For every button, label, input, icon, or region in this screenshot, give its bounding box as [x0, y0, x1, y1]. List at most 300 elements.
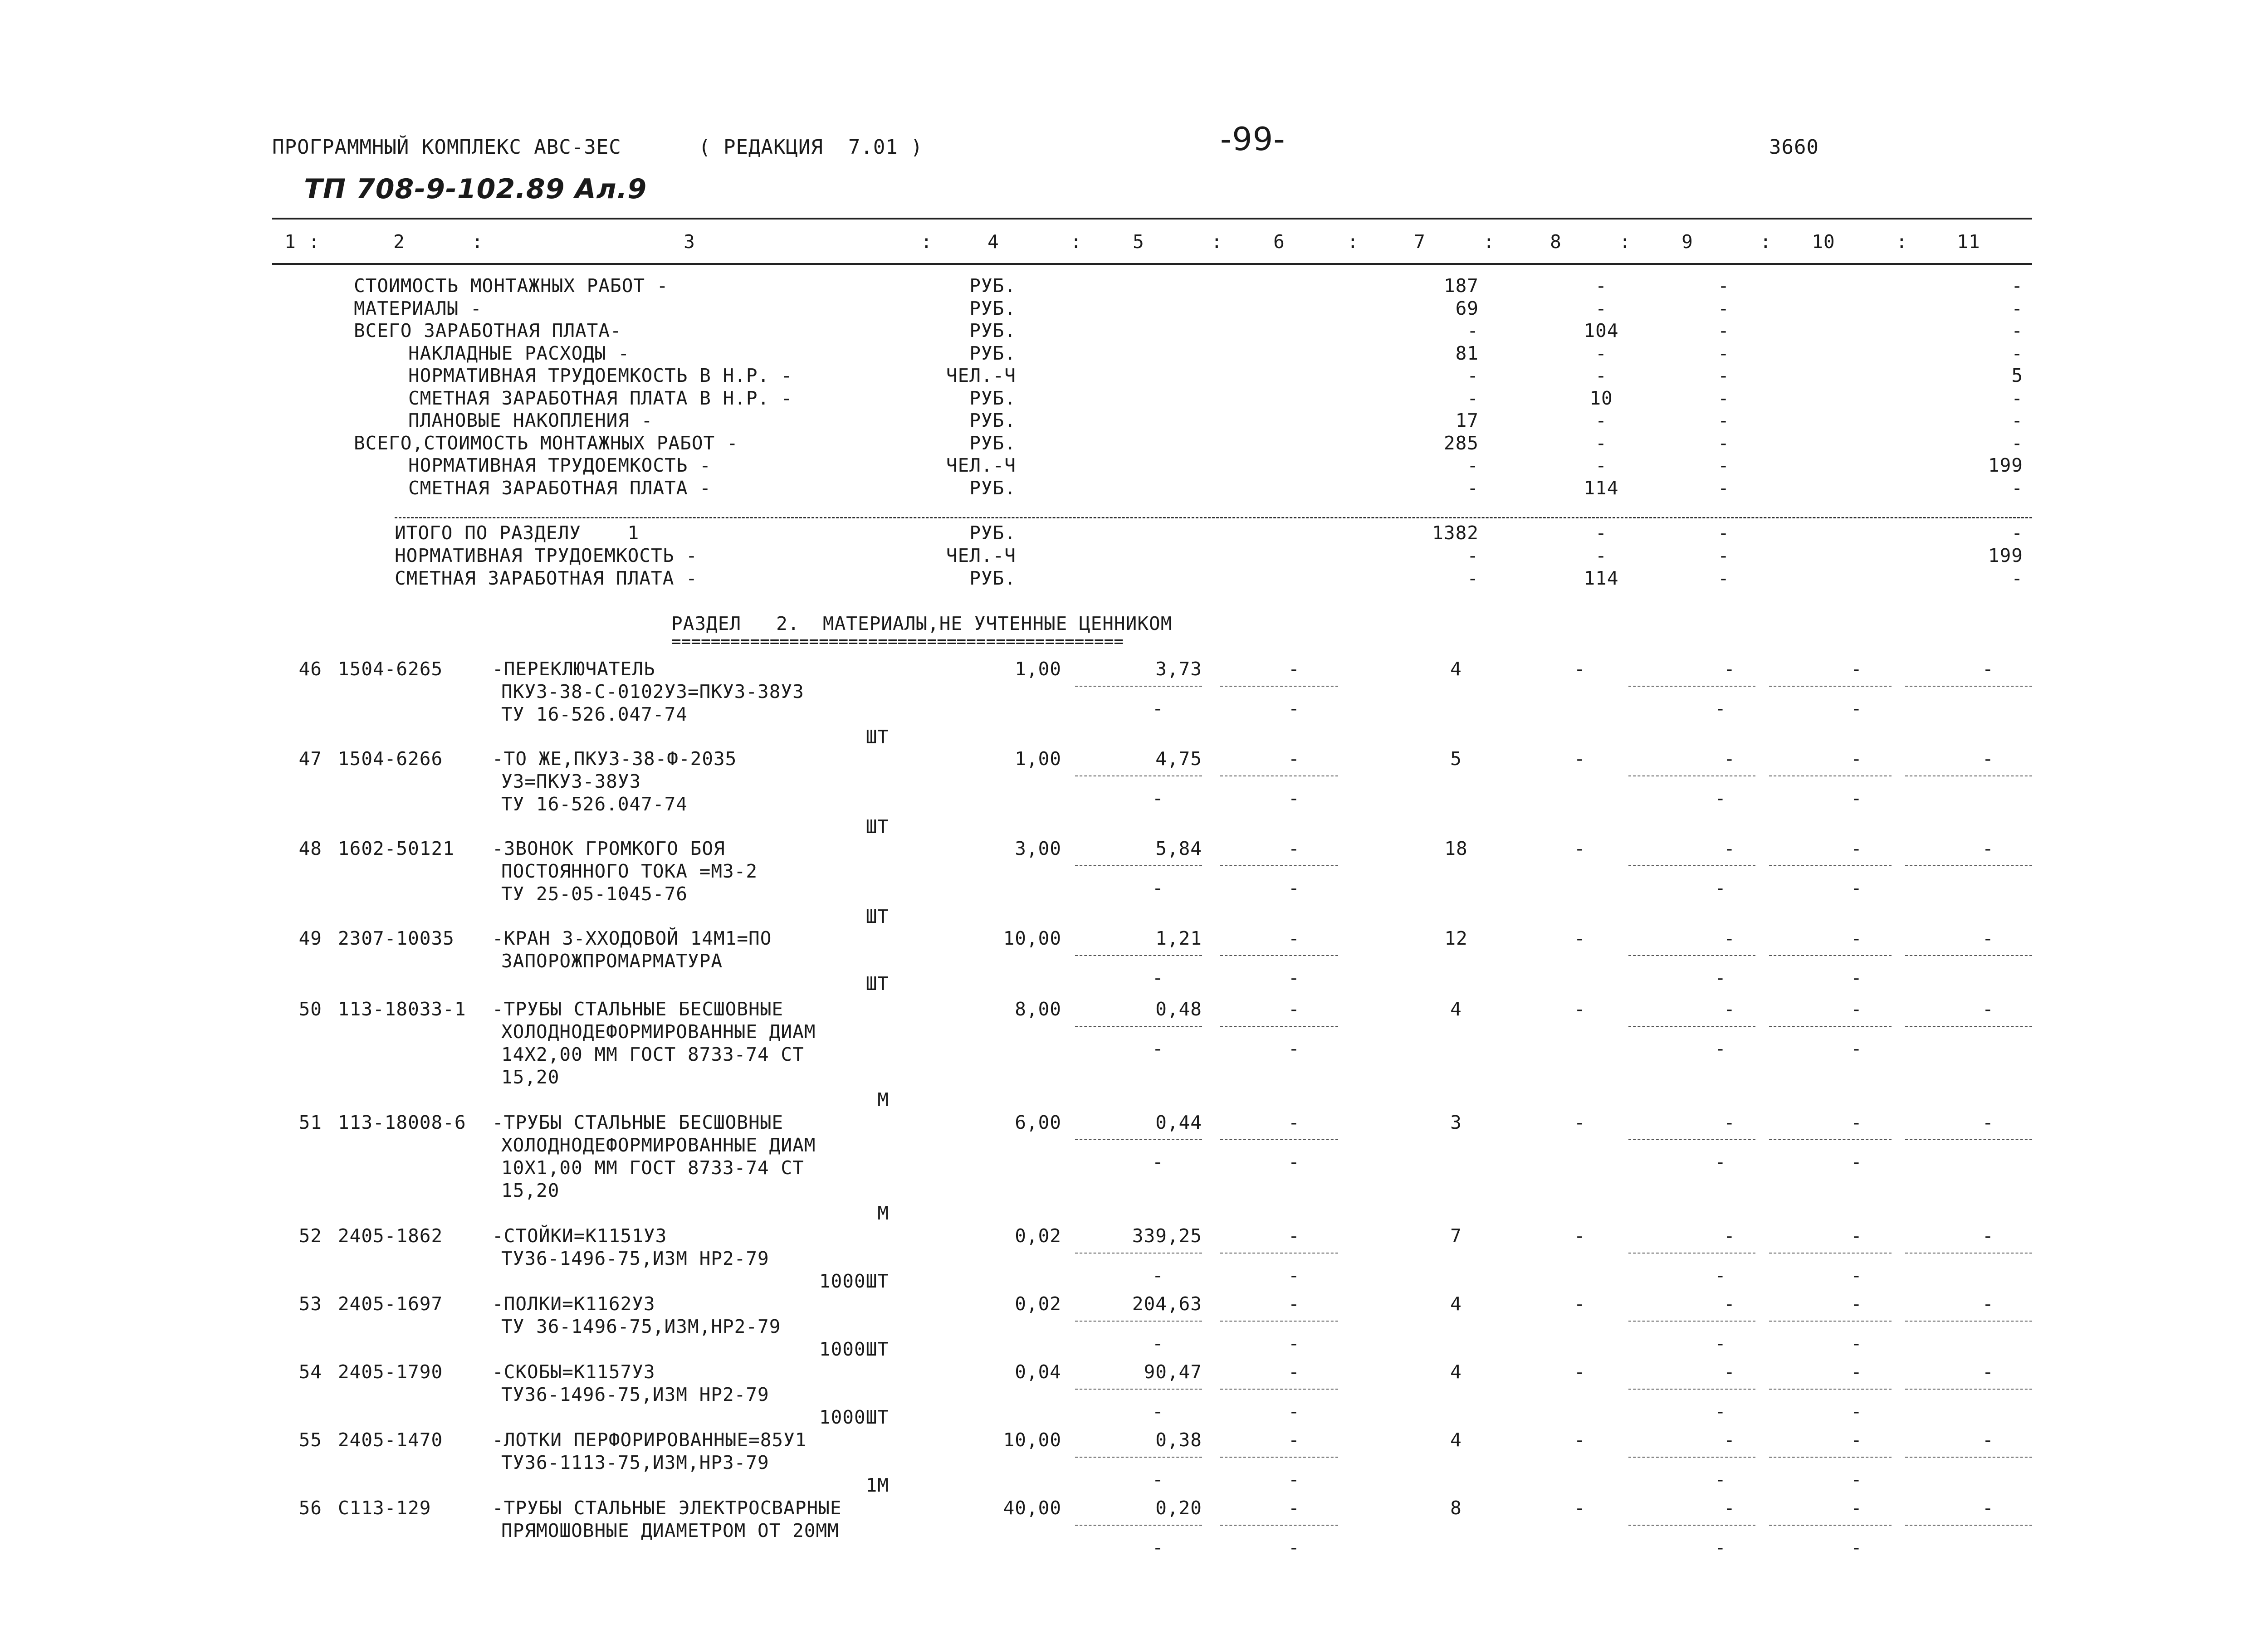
summary-col-8: - — [1595, 365, 1607, 386]
col11-underline — [1905, 1457, 2032, 1458]
column-separator: : — [1896, 231, 1908, 253]
item-number: 48 — [298, 838, 322, 859]
price-underline — [1075, 1457, 1202, 1458]
item-number: 54 — [298, 1361, 322, 1383]
empty-cell-mark: - — [1851, 1468, 1862, 1490]
col10-underline — [1769, 686, 1892, 687]
column-number: 7 — [1414, 231, 1426, 253]
empty-cell-mark: - — [1574, 1429, 1586, 1451]
summary-col-9: - — [1718, 545, 1730, 566]
col11-underline — [1905, 1253, 2032, 1254]
empty-cell-mark: - — [1851, 1038, 1862, 1059]
empty-cell-mark: - — [1574, 927, 1586, 949]
summary-col-9: - — [1718, 297, 1730, 319]
summary-col-9: - — [1718, 432, 1730, 454]
column-number: 2 — [393, 231, 405, 253]
empty-cell-mark: - — [1851, 877, 1862, 899]
empty-cell-mark: - — [1288, 1332, 1300, 1354]
column-number: 1 — [284, 231, 296, 253]
summary-col-8: 114 — [1584, 567, 1619, 589]
empty-cell-mark: - — [1288, 1038, 1300, 1059]
column-separator: : — [1619, 231, 1631, 253]
empty-cell-mark: - — [1851, 1112, 1862, 1133]
column-number: 10 — [1812, 231, 1835, 253]
item-code: 113-18033-1 — [338, 998, 466, 1020]
item-unit: 1000ШТ — [819, 1338, 889, 1360]
summary-col-8: - — [1595, 432, 1607, 454]
empty-cell-mark: - — [1715, 1332, 1726, 1354]
item-col-7: 4 — [1450, 1293, 1462, 1315]
item-number: 47 — [298, 748, 322, 770]
item-description: -КРАН 3-ХХОДОВОЙ 14М1=ПО — [492, 927, 772, 949]
empty-cell-mark: - — [1851, 1429, 1862, 1451]
item-description: -СКОБЫ=К1157У3 — [492, 1361, 655, 1383]
empty-cell-mark: - — [1982, 1293, 1994, 1315]
summary-unit: РУБ. — [969, 432, 1016, 454]
item-quantity: 0,02 — [1015, 1225, 1061, 1247]
item-description: -ТРУБЫ СТАЛЬНЫЕ БЕСШОВНЫЕ — [492, 998, 784, 1020]
col9-underline — [1628, 1389, 1755, 1390]
empty-cell-mark: - — [1574, 998, 1586, 1020]
item-description: ХОЛОДНОДЕФОРМИРОВАННЫЕ ДИАМ — [501, 1021, 816, 1043]
item-description: -ТРУБЫ СТАЛЬНЫЕ ЭЛЕКТРОСВАРНЫЕ — [492, 1497, 842, 1519]
summary-col-11: - — [2011, 432, 2023, 454]
column-separator: : — [472, 231, 484, 253]
col11-underline — [1905, 1525, 2032, 1526]
item-code: С113-129 — [338, 1497, 431, 1519]
item-description: 15,20 — [501, 1066, 560, 1088]
item-col-7: 5 — [1450, 748, 1462, 770]
price-underline — [1075, 955, 1202, 956]
section-title: РАЗДЕЛ 2. МАТЕРИАЛЫ,НЕ УЧТЕННЫЕ ЦЕННИКОМ — [671, 613, 1173, 634]
empty-cell-mark: - — [1724, 1112, 1735, 1133]
col10-underline — [1769, 1389, 1892, 1390]
col6-underline — [1220, 1389, 1338, 1390]
col9-underline — [1628, 955, 1755, 956]
item-price: 5,84 — [1155, 838, 1202, 859]
item-description: -ПОЛКИ=К1162У3 — [492, 1293, 655, 1315]
summary-label: НОРМАТИВНАЯ ТРУДОЕМКОСТЬ - — [395, 545, 698, 566]
column-number: 11 — [1957, 231, 1980, 253]
col10-underline — [1769, 1321, 1892, 1322]
summary-col-7: - — [1467, 387, 1479, 409]
item-code: 2405-1862 — [338, 1225, 443, 1247]
item-quantity: 6,00 — [1015, 1112, 1061, 1133]
item-code: 113-18008-6 — [338, 1112, 466, 1133]
summary-col-11: - — [2011, 320, 2023, 341]
summary-col-11: 199 — [1988, 454, 2023, 476]
summary-label: СМЕТНАЯ ЗАРАБОТНАЯ ПЛАТА - — [408, 477, 711, 499]
empty-cell-mark: - — [1851, 1497, 1862, 1519]
item-unit: 1000ШТ — [819, 1270, 889, 1292]
item-code: 2405-1697 — [338, 1293, 443, 1315]
summary-col-9: - — [1718, 387, 1730, 409]
column-number: 3 — [684, 231, 695, 253]
item-unit: М — [877, 1202, 889, 1224]
col9-underline — [1628, 1321, 1755, 1322]
summary-col-7: - — [1467, 477, 1479, 499]
empty-cell-mark: - — [1152, 1038, 1164, 1059]
summary-col-11: 199 — [1988, 545, 2023, 566]
item-code: 2307-10035 — [338, 927, 455, 949]
column-number: 9 — [1681, 231, 1693, 253]
summary-label: СМЕТНАЯ ЗАРАБОТНАЯ ПЛАТА - — [395, 567, 698, 589]
empty-cell-mark: - — [1715, 1536, 1726, 1558]
handwritten-reference: ТП 708-9-102.89 Ал.9 — [304, 173, 647, 205]
summary-col-11: 5 — [2011, 365, 2023, 386]
item-quantity: 10,00 — [1003, 927, 1061, 949]
empty-cell-mark: - — [1851, 658, 1862, 680]
empty-cell-mark: - — [1152, 1536, 1164, 1558]
col11-underline — [1905, 1026, 2032, 1027]
col6-underline — [1220, 865, 1338, 866]
item-description: ТУ 25-05-1045-76 — [501, 883, 688, 905]
empty-cell-mark: - — [1288, 1293, 1300, 1315]
empty-cell-mark: - — [1724, 658, 1735, 680]
col11-underline — [1905, 955, 2032, 956]
item-unit: М — [877, 1089, 889, 1111]
col10-underline — [1769, 1253, 1892, 1254]
summary-col-7: 285 — [1443, 432, 1479, 454]
column-number: 6 — [1273, 231, 1285, 253]
summary-col-9: - — [1718, 320, 1730, 341]
empty-cell-mark: - — [1851, 748, 1862, 770]
summary-col-8: - — [1595, 297, 1607, 319]
col9-underline — [1628, 1139, 1755, 1140]
item-code: 1504-6265 — [338, 658, 443, 680]
item-description: ПОСТОЯННОГО ТОКА =МЗ-2 — [501, 860, 758, 882]
col11-underline — [1905, 1321, 2032, 1322]
column-separator: : — [1347, 231, 1359, 253]
empty-cell-mark: - — [1982, 748, 1994, 770]
item-description: 14Х2,00 ММ ГОСТ 8733-74 СТ — [501, 1044, 804, 1065]
item-col-7: 8 — [1450, 1497, 1462, 1519]
price-underline — [1075, 865, 1202, 866]
summary-unit: РУБ. — [969, 477, 1016, 499]
empty-cell-mark: - — [1851, 998, 1862, 1020]
summary-col-11: - — [2011, 522, 2023, 544]
empty-cell-mark: - — [1288, 1468, 1300, 1490]
empty-cell-mark: - — [1851, 1536, 1862, 1558]
summary-unit: РУБ. — [969, 275, 1016, 297]
summary-col-11: - — [2011, 275, 2023, 297]
item-description: 15,20 — [501, 1180, 560, 1201]
col11-underline — [1905, 1139, 2032, 1140]
summary-col-8: - — [1595, 545, 1607, 566]
item-description: -ТО ЖЕ,ПКУ3-38-Ф-2035 — [492, 748, 737, 770]
item-description: -ПЕРЕКЛЮЧАТЕЛЬ — [492, 658, 655, 680]
empty-cell-mark: - — [1288, 1400, 1300, 1422]
item-description: ТУ36-1113-75,ИЗМ,НР3-79 — [501, 1452, 769, 1473]
item-unit: ШТ — [865, 906, 889, 927]
item-unit: 1М — [865, 1474, 889, 1496]
empty-cell-mark: - — [1715, 877, 1726, 899]
summary-col-8: - — [1595, 522, 1607, 544]
empty-cell-mark: - — [1982, 1225, 1994, 1247]
price-underline — [1075, 1253, 1202, 1254]
empty-cell-mark: - — [1715, 787, 1726, 809]
price-underline — [1075, 1389, 1202, 1390]
summary-col-8: 114 — [1584, 477, 1619, 499]
column-separator: : — [1070, 231, 1082, 253]
summary-label: ВСЕГО ЗАРАБОТНАЯ ПЛАТА- — [354, 320, 622, 341]
col6-underline — [1220, 1139, 1338, 1140]
item-quantity: 3,00 — [1015, 838, 1061, 859]
empty-cell-mark: - — [1288, 1536, 1300, 1558]
summary-col-7: 1382 — [1432, 522, 1479, 544]
summary-col-11: - — [2011, 387, 2023, 409]
item-description: ПКУ3-38-С-0102У3=ПКУ3-38У3 — [501, 681, 804, 702]
summary-unit: РУБ. — [969, 387, 1016, 409]
column-number: 4 — [987, 231, 999, 253]
empty-cell-mark: - — [1982, 998, 1994, 1020]
item-price: 339,25 — [1132, 1225, 1202, 1247]
empty-cell-mark: - — [1288, 748, 1300, 770]
col6-underline — [1220, 1026, 1338, 1027]
col6-underline — [1220, 1253, 1338, 1254]
empty-cell-mark: - — [1982, 1112, 1994, 1133]
item-quantity: 1,00 — [1015, 748, 1061, 770]
item-unit: 1000ШТ — [819, 1406, 889, 1428]
item-description: ПРЯМОШОВНЫЕ ДИАМЕТРОМ ОТ 20ММ — [501, 1520, 839, 1541]
empty-cell-mark: - — [1982, 838, 1994, 859]
empty-cell-mark: - — [1288, 998, 1300, 1020]
col11-underline — [1905, 865, 2032, 866]
item-number: 46 — [298, 658, 322, 680]
summary-col-8: - — [1595, 410, 1607, 431]
empty-cell-mark: - — [1288, 927, 1300, 949]
summary-col-7: 81 — [1455, 342, 1479, 364]
item-number: 56 — [298, 1497, 322, 1519]
summary-col-7: - — [1467, 545, 1479, 566]
summary-col-8: 104 — [1584, 320, 1619, 341]
summary-col-8: 10 — [1589, 387, 1613, 409]
column-separator: : — [1483, 231, 1495, 253]
col9-underline — [1628, 1253, 1755, 1254]
empty-cell-mark: - — [1288, 697, 1300, 719]
column-number: 8 — [1550, 231, 1562, 253]
summary-col-7: - — [1467, 320, 1479, 341]
price-underline — [1075, 1525, 1202, 1526]
section-title-underline: ============================================== — [671, 635, 1124, 649]
item-col-7: 4 — [1450, 998, 1462, 1020]
item-description: ТУ36-1496-75,ИЗМ НР2-79 — [501, 1384, 769, 1405]
summary-col-7: 187 — [1443, 275, 1479, 297]
empty-cell-mark: - — [1851, 1361, 1862, 1383]
empty-cell-mark: - — [1152, 1264, 1164, 1286]
empty-cell-mark: - — [1715, 967, 1726, 989]
empty-cell-mark: - — [1715, 1264, 1726, 1286]
empty-cell-mark: - — [1288, 1151, 1300, 1173]
empty-cell-mark: - — [1724, 838, 1735, 859]
item-number: 50 — [298, 998, 322, 1020]
item-description: -ЗВОНОК ГРОМКОГО БОЯ — [492, 838, 725, 859]
column-number: 5 — [1133, 231, 1144, 253]
summary-unit: ЧЕЛ.-Ч — [946, 545, 1016, 566]
item-code: 1602-50121 — [338, 838, 455, 859]
item-code: 1504-6266 — [338, 748, 443, 770]
empty-cell-mark: - — [1982, 658, 1994, 680]
empty-cell-mark: - — [1152, 787, 1164, 809]
price-underline — [1075, 1321, 1202, 1322]
summary-unit: РУБ. — [969, 297, 1016, 319]
summary-col-8: - — [1595, 342, 1607, 364]
item-number: 49 — [298, 927, 322, 949]
empty-cell-mark: - — [1715, 697, 1726, 719]
item-description: ТУ 36-1496-75,ИЗМ,НР2-79 — [501, 1316, 781, 1337]
item-price: 204,63 — [1132, 1293, 1202, 1315]
empty-cell-mark: - — [1288, 1361, 1300, 1383]
item-number: 51 — [298, 1112, 322, 1133]
summary-col-11: - — [2011, 567, 2023, 589]
item-description: -ТРУБЫ СТАЛЬНЫЕ БЕСШОВНЫЕ — [492, 1112, 784, 1133]
item-number: 53 — [298, 1293, 322, 1315]
empty-cell-mark: - — [1574, 748, 1586, 770]
empty-cell-mark: - — [1851, 1264, 1862, 1286]
summary-col-9: - — [1718, 342, 1730, 364]
item-code: 2405-1790 — [338, 1361, 443, 1383]
summary-col-7: - — [1467, 454, 1479, 476]
item-price: 0,48 — [1155, 998, 1202, 1020]
summary-divider — [395, 517, 2032, 518]
edition-label: ( РЕДАКЦИЯ 7.01 ) — [699, 136, 923, 159]
item-quantity: 0,02 — [1015, 1293, 1061, 1315]
summary-col-9: - — [1718, 522, 1730, 544]
summary-col-7: 69 — [1455, 297, 1479, 319]
item-price: 0,44 — [1155, 1112, 1202, 1133]
program-title: ПРОГРАММНЫЙ КОМПЛЕКС АВС-3ЕС — [272, 136, 621, 159]
item-col-7: 3 — [1450, 1112, 1462, 1133]
summary-col-7: - — [1467, 567, 1479, 589]
item-number: 55 — [298, 1429, 322, 1451]
item-col-7: 4 — [1450, 1429, 1462, 1451]
summary-unit: РУБ. — [969, 522, 1016, 544]
empty-cell-mark: - — [1574, 658, 1586, 680]
col6-underline — [1220, 1457, 1338, 1458]
col10-underline — [1769, 1525, 1892, 1526]
empty-cell-mark: - — [1851, 967, 1862, 989]
empty-cell-mark: - — [1288, 877, 1300, 899]
summary-label: НОРМАТИВНАЯ ТРУДОЕМКОСТЬ - — [408, 454, 711, 476]
summary-col-7: 17 — [1455, 410, 1479, 431]
col10-underline — [1769, 1026, 1892, 1027]
empty-cell-mark: - — [1851, 1400, 1862, 1422]
item-quantity: 40,00 — [1003, 1497, 1061, 1519]
item-price: 3,73 — [1155, 658, 1202, 680]
item-code: 2405-1470 — [338, 1429, 443, 1451]
empty-cell-mark: - — [1982, 927, 1994, 949]
empty-cell-mark: - — [1288, 1112, 1300, 1133]
empty-cell-mark: - — [1851, 1293, 1862, 1315]
empty-cell-mark: - — [1715, 1468, 1726, 1490]
empty-cell-mark: - — [1851, 927, 1862, 949]
summary-label: ПЛАНОВЫЕ НАКОПЛЕНИЯ - — [408, 410, 653, 431]
empty-cell-mark: - — [1288, 658, 1300, 680]
empty-cell-mark: - — [1152, 877, 1164, 899]
empty-cell-mark: - — [1152, 1151, 1164, 1173]
empty-cell-mark: - — [1152, 1400, 1164, 1422]
empty-cell-mark: - — [1724, 1225, 1735, 1247]
col10-underline — [1769, 1457, 1892, 1458]
col9-underline — [1628, 1525, 1755, 1526]
col6-underline — [1220, 1525, 1338, 1526]
empty-cell-mark: - — [1851, 697, 1862, 719]
item-description: ХОЛОДНОДЕФОРМИРОВАННЫЕ ДИАМ — [501, 1134, 816, 1156]
summary-label: НАКЛАДНЫЕ РАСХОДЫ - — [408, 342, 630, 364]
col6-underline — [1220, 1321, 1338, 1322]
empty-cell-mark: - — [1288, 1429, 1300, 1451]
summary-label: МАТЕРИАЛЫ - — [354, 297, 482, 319]
price-underline — [1075, 686, 1202, 687]
empty-cell-mark: - — [1724, 927, 1735, 949]
empty-cell-mark: - — [1152, 697, 1164, 719]
summary-col-11: - — [2011, 410, 2023, 431]
column-separator: : — [1211, 231, 1223, 253]
col6-underline — [1220, 955, 1338, 956]
empty-cell-mark: - — [1574, 1361, 1586, 1383]
item-description: У3=ПКУ3-38У3 — [501, 771, 641, 792]
summary-unit: ЧЕЛ.-Ч — [946, 365, 1016, 386]
empty-cell-mark: - — [1152, 1468, 1164, 1490]
empty-cell-mark: - — [1982, 1497, 1994, 1519]
summary-col-9: - — [1718, 275, 1730, 297]
item-quantity: 1,00 — [1015, 658, 1061, 680]
empty-cell-mark: - — [1152, 1332, 1164, 1354]
empty-cell-mark: - — [1574, 1293, 1586, 1315]
empty-cell-mark: - — [1288, 1497, 1300, 1519]
empty-cell-mark: - — [1724, 998, 1735, 1020]
price-underline — [1075, 1139, 1202, 1140]
item-description: ТУ 16-526.047-74 — [501, 793, 688, 815]
col9-underline — [1628, 865, 1755, 866]
empty-cell-mark: - — [1982, 1361, 1994, 1383]
item-description: ЗАПОРОЖПРОМАРМАТУРА — [501, 950, 723, 972]
item-col-7: 12 — [1444, 927, 1468, 949]
summary-unit: РУБ. — [969, 567, 1016, 589]
empty-cell-mark: - — [1724, 1361, 1735, 1383]
summary-col-11: - — [2011, 342, 2023, 364]
summary-col-9: - — [1718, 454, 1730, 476]
summary-unit: ЧЕЛ.-Ч — [946, 454, 1016, 476]
item-description: -СТОЙКИ=К1151У3 — [492, 1225, 667, 1247]
col10-underline — [1769, 1139, 1892, 1140]
item-price: 4,75 — [1155, 748, 1202, 770]
column-separator: : — [1760, 231, 1772, 253]
empty-cell-mark: - — [1715, 1400, 1726, 1422]
item-number: 52 — [298, 1225, 322, 1247]
summary-unit: РУБ. — [969, 342, 1016, 364]
summary-label: ИТОГО ПО РАЗДЕЛУ 1 — [395, 522, 640, 544]
col11-underline — [1905, 1389, 2032, 1390]
item-description: ТУ 16-526.047-74 — [501, 703, 688, 725]
col10-underline — [1769, 955, 1892, 956]
empty-cell-mark: - — [1851, 838, 1862, 859]
col9-underline — [1628, 1026, 1755, 1027]
col6-underline — [1220, 686, 1338, 687]
summary-col-7: - — [1467, 365, 1479, 386]
empty-cell-mark: - — [1288, 838, 1300, 859]
item-unit: ШТ — [865, 816, 889, 838]
item-quantity: 0,04 — [1015, 1361, 1061, 1383]
empty-cell-mark: - — [1724, 1429, 1735, 1451]
empty-cell-mark: - — [1851, 1151, 1862, 1173]
empty-cell-mark: - — [1851, 1332, 1862, 1354]
doc-code: 3660 — [1769, 136, 1819, 159]
empty-cell-mark: - — [1724, 1497, 1735, 1519]
column-separator: : — [921, 231, 933, 253]
summary-label: ВСЕГО,СТОИМОСТЬ МОНТАЖНЫХ РАБОТ - — [354, 432, 738, 454]
item-col-7: 18 — [1444, 838, 1468, 859]
